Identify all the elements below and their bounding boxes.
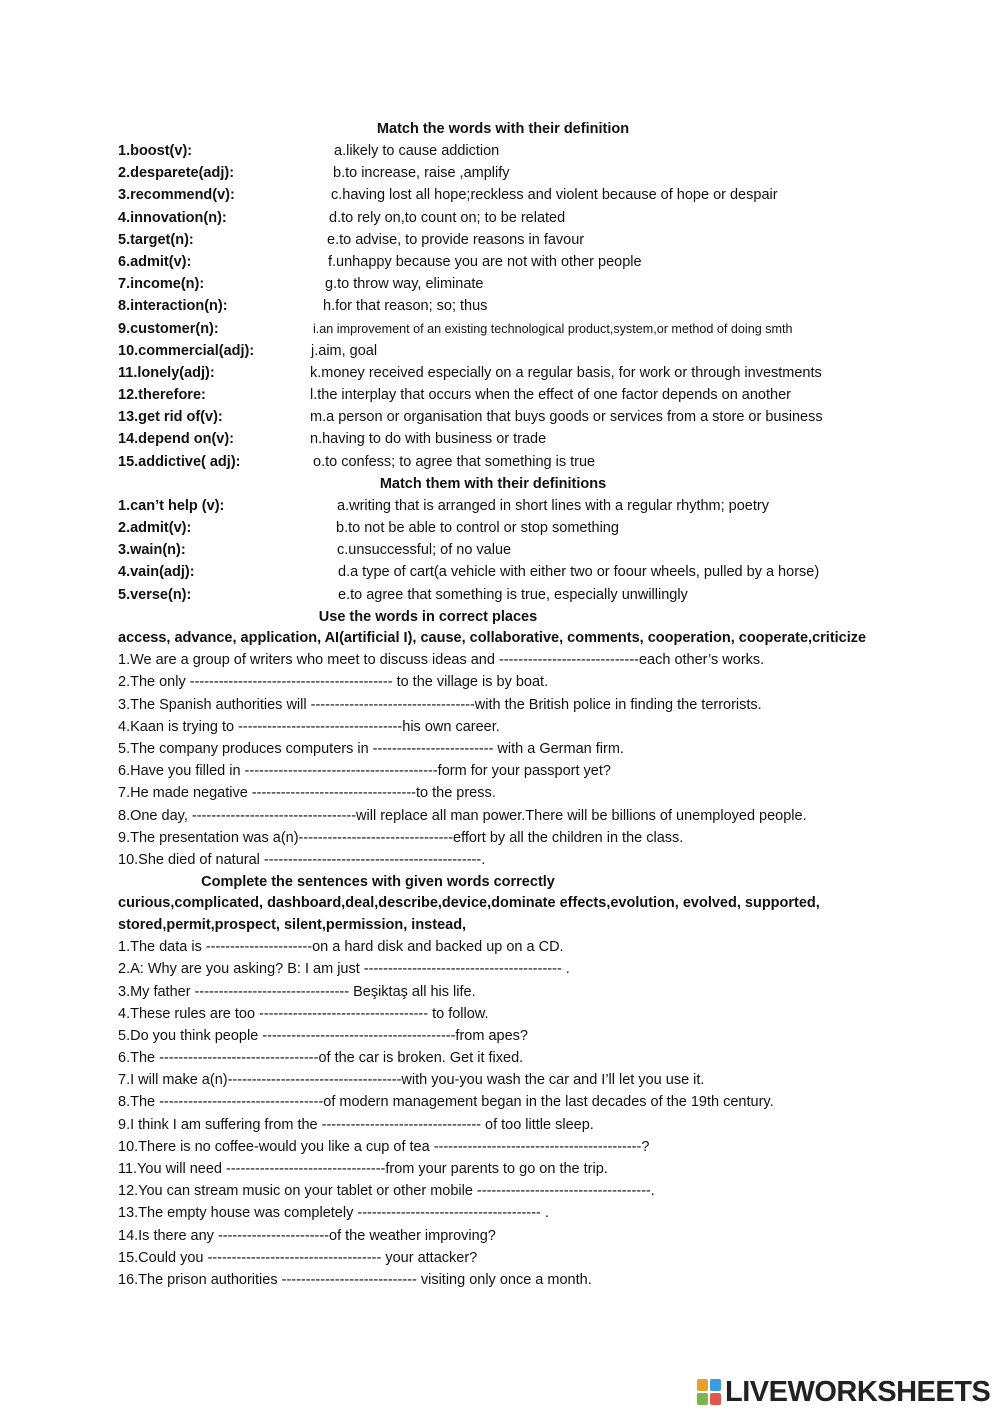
- match-row: [118, 428, 888, 450]
- sentence: 5.The company produces computers in ------------------------- with a German firm.: [118, 741, 624, 757]
- term: 13.get rid of(v):: [118, 409, 223, 426]
- match-row: [118, 495, 888, 517]
- term: 4.innovation(n):: [118, 209, 227, 226]
- term: 15.addictive( adj):: [118, 453, 241, 470]
- term: 5.verse(n):: [118, 586, 192, 603]
- definition: k.money received especially on a regular basis, for work or through investments: [310, 364, 822, 381]
- term: 2.admit(v):: [118, 520, 192, 536]
- section4-sentences: [118, 936, 888, 1291]
- term: 2.desparete(adj):: [118, 165, 235, 182]
- sentence: 8.One day, ----------------------------------will replace all man power.There will be billions of unemployed people.: [118, 807, 807, 824]
- match-row: [118, 318, 888, 340]
- definition: f.unhappy because you are not with other people: [328, 253, 642, 270]
- match-row: [118, 229, 888, 251]
- sentence: 7.He made negative ----------------------------------to the press.: [118, 785, 496, 802]
- sentence: 5.Do you think people ----------------------------------------from apes?: [118, 1027, 528, 1044]
- match-row: [118, 517, 888, 539]
- match-row: [118, 295, 888, 317]
- match-row: [118, 162, 888, 184]
- match-row: [118, 406, 888, 428]
- term: 11.lonely(adj):: [118, 364, 215, 381]
- definition: d.to rely on,to count on; to be related: [329, 209, 566, 226]
- match-row: [118, 184, 888, 206]
- definition: e.to agree that something is true, especially unwillingly: [338, 586, 688, 603]
- sentence: 14.Is there any -----------------------of the weather improving?: [118, 1227, 496, 1244]
- term: 8.interaction(n):: [118, 298, 228, 315]
- section4-word-bank-line1: curious,complicated, dashboard,deal,describe,device,dominate effects,evolution, evolved, supported,: [118, 895, 820, 912]
- term: 1.boost(v):: [118, 143, 193, 159]
- sentence: 10.There is no coffee-would you like a cup of tea -------------------------------------------?: [118, 1138, 650, 1155]
- section2-title: Match them with their definitions: [379, 475, 607, 492]
- definition: b.to not be able to control or stop something: [336, 520, 619, 536]
- section1-title: Match the words with their definition: [376, 121, 630, 137]
- definition: c.unsuccessful; of no value: [337, 542, 512, 559]
- term: 9.customer(n):: [118, 320, 219, 337]
- logo-square: [710, 1393, 721, 1405]
- term: 3.recommend(v):: [118, 187, 235, 204]
- match-row: [118, 451, 888, 473]
- sentence: 16.The prison authorities ---------------------------- visiting only once a month.: [118, 1271, 592, 1288]
- match-row: [118, 584, 888, 606]
- section3-title: Use the words in correct places: [318, 608, 538, 625]
- definition: l.the interplay that occurs when the effect of one factor depends on another: [310, 387, 791, 404]
- sentence: 1.The data is ----------------------on a hard disk and backed up on a CD.: [118, 939, 564, 956]
- match-row: [118, 362, 888, 384]
- sentence: 3.The Spanish authorities will ----------------------------------with the British police in finding the terrorists.: [118, 696, 762, 713]
- section4-word-bank-line2: stored,permit,prospect, silent,permission, instead,: [118, 916, 467, 933]
- sentence: 10.She died of natural ---------------------------------------------.: [118, 851, 486, 868]
- sentence: 4.Kaan is trying to ----------------------------------his own career.: [118, 718, 500, 735]
- match-row: [118, 384, 888, 406]
- term: 1.can’t help (v):: [118, 497, 225, 514]
- definition: c.having lost all hope;reckless and violent because of hope or despair: [331, 187, 778, 204]
- definition: i.an improvement of an existing technological product,system,or method of doing smth: [313, 321, 793, 336]
- sentence: 7.I will make a(n)------------------------------------with you-you wash the car and I’ll let you use it.: [118, 1072, 705, 1089]
- sentence: 6.The ---------------------------------of the car is broken. Get it fixed.: [118, 1050, 524, 1067]
- definition: a.writing that is arranged in short lines with a regular rhythm; poetry: [337, 497, 769, 514]
- definition: a.likely to cause addiction: [334, 143, 500, 159]
- definition: n.having to do with business or trade: [310, 431, 547, 448]
- sentence: 11.You will need ---------------------------------from your parents to go on the trip.: [118, 1161, 608, 1177]
- match-row: [118, 251, 888, 273]
- definition: h.for that reason; so; thus: [323, 298, 488, 315]
- sentence: 2.A: Why are you asking? B: I am just ----------------------------------------- .: [118, 961, 570, 978]
- section3-word-bank: access, advance, application, AI(artificial I), cause, collaborative, comments, cooperation, cooperate,criticize: [118, 629, 867, 646]
- definition: j.aim, goal: [311, 342, 378, 359]
- section4-title: Complete the sentences with given words correctly: [201, 874, 555, 891]
- definition: g.to throw way, eliminate: [325, 276, 484, 293]
- sentence: 8.The ----------------------------------of modern management began in the last decades of the 19th century.: [118, 1094, 774, 1111]
- definition: m.a person or organisation that buys goods or services from a store or business: [310, 409, 823, 426]
- match-row: [118, 561, 888, 583]
- section2-match-list: [118, 495, 888, 606]
- sentence: 1.We are a group of writers who meet to discuss ideas and -----------------------------each other’s works.: [118, 652, 765, 669]
- definition: b.to increase, raise ,amplify: [333, 165, 510, 182]
- term: 6.admit(v):: [118, 253, 192, 270]
- term: 7.income(n):: [118, 276, 205, 293]
- term: 5.target(n):: [118, 231, 194, 248]
- logo-square: [697, 1379, 708, 1391]
- sentence: 3.My father -------------------------------- Beşiktaş all his life.: [118, 983, 476, 1000]
- term: 10.commercial(adj):: [118, 342, 255, 359]
- match-row: [118, 340, 888, 362]
- logo-square: [710, 1379, 721, 1391]
- sentence: 9.I think I am suffering from the --------------------------------- of too little sleep.: [118, 1116, 594, 1133]
- sentence: 2.The only ------------------------------------------ to the village is by boat.: [118, 674, 549, 691]
- match-row: [118, 273, 888, 295]
- definition: o.to confess; to agree that something is true: [313, 453, 596, 470]
- definition: e.to advise, to provide reasons in favour: [327, 231, 585, 248]
- sentence: 15.Could you ------------------------------------ your attacker?: [118, 1249, 478, 1266]
- definition: d.a type of cart(a vehicle with either two or foour wheels, pulled by a horse): [338, 564, 820, 581]
- section1-match-list: [118, 140, 888, 473]
- term: 4.vain(adj):: [118, 564, 195, 581]
- sentence: 4.These rules are too ----------------------------------- to follow.: [118, 1005, 489, 1022]
- sentence: 9.The presentation was a(n)--------------------------------effort by all the children in the class.: [118, 829, 684, 846]
- sentence: 12.You can stream music on your tablet or other mobile ------------------------------------.: [118, 1183, 655, 1200]
- logo-square: [697, 1393, 708, 1405]
- logo-text: LIVEWORKSHEETS: [725, 1375, 991, 1408]
- term: 14.depend on(v):: [118, 431, 235, 448]
- term: 12.therefore:: [118, 387, 206, 404]
- match-row: [118, 539, 888, 561]
- term: 3.wain(n):: [118, 542, 186, 559]
- logo-mark-icon: [697, 1379, 721, 1405]
- worksheet: [118, 118, 888, 1291]
- sentence: 6.Have you filled in ----------------------------------------form for your passport yet?: [118, 763, 611, 780]
- section3-sentences: [118, 649, 888, 871]
- match-row: [118, 207, 888, 229]
- match-row: [118, 140, 888, 162]
- sentence: 13.The empty house was completely -------------------------------------- .: [118, 1205, 549, 1222]
- liveworksheets-logo[interactable]: [697, 1375, 990, 1409]
